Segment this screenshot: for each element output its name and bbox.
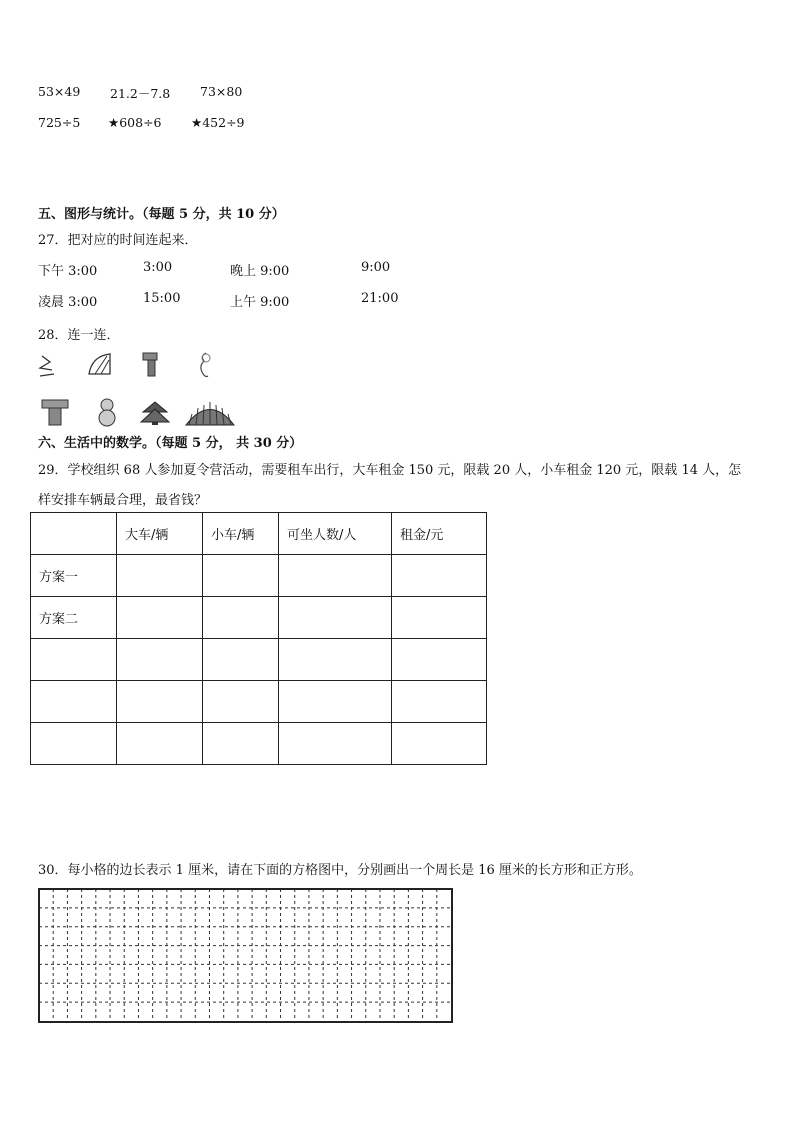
table-header-cell: 大车/辆 [117, 513, 203, 555]
question-29-line: 样安排车辆最合理，最省钱？ [38, 493, 208, 508]
plan-table [30, 512, 487, 765]
table-cell[interactable] [279, 639, 392, 681]
snowman-side-icon [196, 350, 212, 380]
table-cell[interactable] [279, 723, 392, 765]
table-cell[interactable] [117, 639, 203, 681]
time-label: 15:00 [143, 291, 181, 306]
pen-sketch-icon [36, 352, 60, 380]
snowman-front-icon [95, 396, 119, 428]
tree-icon [140, 400, 170, 426]
table-row [31, 723, 487, 765]
calc-item: 21.2－7.8 [110, 86, 171, 101]
stamp-side-icon [140, 350, 164, 380]
question-28-text: 28．连一连． [38, 328, 120, 343]
table-cell[interactable] [392, 555, 487, 597]
table-cell[interactable] [279, 597, 392, 639]
table-cell[interactable] [203, 723, 279, 765]
table-cell[interactable] [279, 555, 392, 597]
time-label: 下午 3:00 [38, 264, 98, 279]
table-row [31, 639, 487, 681]
time-label: 21:00 [361, 291, 399, 306]
table-cell[interactable] [392, 681, 487, 723]
calc-item: 53×49 [38, 84, 81, 99]
table-cell[interactable] [117, 555, 203, 597]
calc-item: ★452÷9 [191, 115, 245, 130]
table-cell[interactable] [203, 597, 279, 639]
table-cell[interactable] [31, 639, 117, 681]
question-27-text: 27．把对应的时间连起来． [38, 233, 198, 248]
table-cell[interactable] [203, 681, 279, 723]
umbrella-sketch-icon [86, 350, 114, 378]
table-cell[interactable] [392, 723, 487, 765]
calc-item: ★608÷6 [108, 115, 162, 130]
question-29-line: 29．学校组织 68 人参加夏令营活动，需要租车出行，大车租金 150 元，限载 20 人，小车租金 120 元，限载 14 人，怎 [38, 463, 742, 478]
dashed-grid[interactable] [38, 888, 454, 1024]
table-row [31, 681, 487, 723]
time-label: 上午 9:00 [230, 295, 290, 310]
time-label: 9:00 [361, 260, 391, 275]
table-cell: 方案二 [31, 597, 117, 639]
table-header-cell [31, 513, 117, 555]
table-cell[interactable] [117, 597, 203, 639]
table-cell[interactable] [117, 723, 203, 765]
table-row [31, 555, 487, 597]
time-label: 凌晨 3:00 [38, 295, 98, 310]
table-cell[interactable] [279, 681, 392, 723]
section-heading: 五、图形与统计。（每题 5 分，共 10 分） [38, 207, 285, 222]
table-cell[interactable] [117, 681, 203, 723]
table-cell[interactable] [203, 639, 279, 681]
table-cell[interactable] [31, 723, 117, 765]
umbrella-open-icon [184, 400, 236, 428]
table-cell[interactable] [203, 555, 279, 597]
section-heading: 六、生活中的数学。（每题 5 分， 共 30 分） [38, 436, 303, 451]
table-header-cell: 租金/元 [392, 513, 487, 555]
question-30-text: 30．每小格的边长表示 1 厘米，请在下面的方格图中，分别画出一个周长是 16 厘米的长方形和正方形。 [38, 863, 642, 878]
table-row [31, 597, 487, 639]
table-header-cell: 可坐人数/人 [279, 513, 392, 555]
table-cell[interactable] [392, 639, 487, 681]
calc-item: 73×80 [200, 84, 243, 99]
table-cell: 方案一 [31, 555, 117, 597]
table-header-row [31, 513, 487, 555]
time-label: 晚上 9:00 [230, 264, 290, 279]
table-cell[interactable] [392, 597, 487, 639]
stamp-front-icon [40, 398, 70, 428]
table-cell[interactable] [31, 681, 117, 723]
time-label: 3:00 [143, 260, 173, 275]
calc-item: 725÷5 [38, 115, 81, 130]
table-header-cell: 小车/辆 [203, 513, 279, 555]
